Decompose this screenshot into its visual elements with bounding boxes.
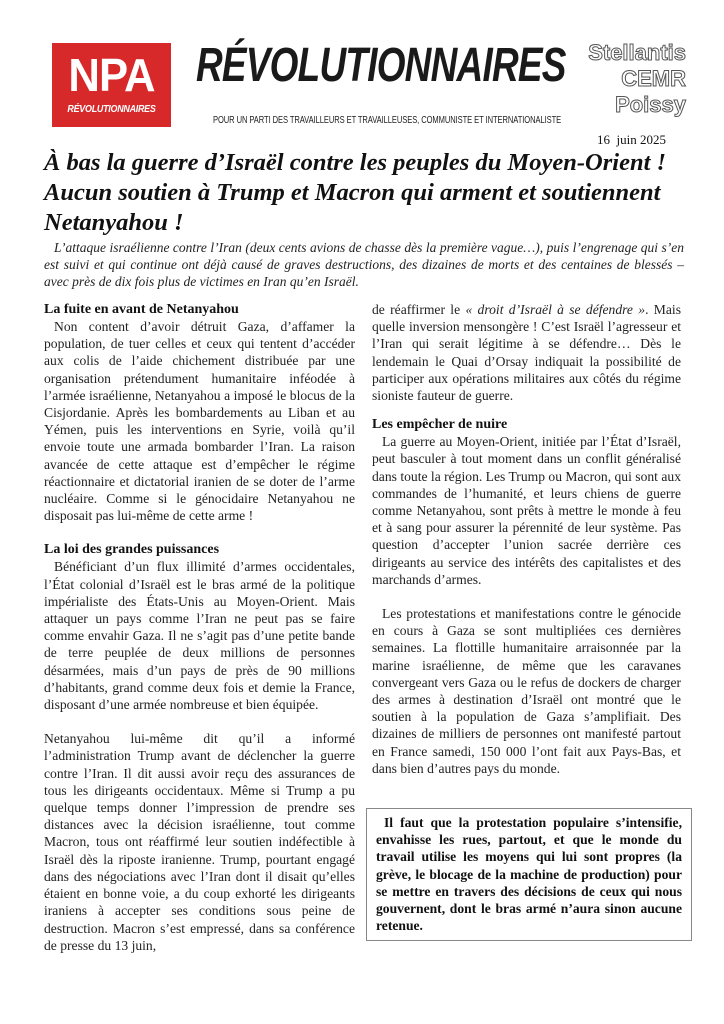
section-heading: Les empêcher de nuire (372, 417, 508, 433)
lead-paragraph: L’attaque israélienne contre l’Iran (deux cents avions de chasse dès la première vague…), puis l’engrenage qui s’en est suivi et qui continue ont déjà causé de graves destructions, des dizaines de morts et des centaines de blessés – avec près de dix fois plus de victimes en Iran qu’en Israël. (44, 240, 684, 289)
workplace-site: CEMR (621, 66, 686, 91)
body-paragraph: La guerre au Moyen-Orient, initiée par l’État d’Israël, peut basculer à tout moment dans un conflit généralisé dans toute la région. Les Trump ou Macron, qui sont aux commandes de l’humanité, et leurs chiens de guerre comme Netanyahou, sont prêts à mettre le monde à feu et à sang pour assurer la pérennité de leur système. Pas question d’accepter l’union sacrée derrière ces dirigeants au service des intérêts des capitalistes et des marchands d’armes. (372, 434, 681, 587)
logo-sub-text: RÉVOLUTIONNAIRES (67, 103, 156, 115)
npa-logo (52, 43, 171, 127)
body-paragraph: Les protestations et manifestations contre le génocide en cours à Gaza se sont multipliées ces dernières semaines. La flottille humanitaire arraisonnée par la marine israélienne, de même que les caravanes convergeant vers Gaza ou le refus de dockers de charger des armes à destination d’Israël ont montré que le soutien à la population de Gaza s’amplifiait. Des dizaines de milliers de personnes ont manifesté partout en France samedi, 150 000 l’ont fait aux Pays-Bas, et dans bien d’autres pays du monde. (372, 606, 681, 776)
right-column (372, 301, 681, 794)
headline-line-1: À bas la guerre d’Israël contre les peuples du Moyen-Orient ! (44, 149, 667, 176)
issue-date: 16 juin 2025 (597, 132, 666, 147)
masthead-tagline: POUR UN PARTI DES TRAVAILLEURS ET TRAVAILLEUSES, COMMUNISTE ET INTERNATIONALISTE (213, 114, 562, 126)
text-run: de réaffirmer le (372, 302, 466, 317)
workplace-city: Poissy (615, 92, 686, 117)
workplace-company: Stellantis (588, 40, 686, 65)
headline-line-2: Aucun soutien à Trump et Macron qui arment et soutiennent Netanyahou ! (44, 179, 661, 236)
section-heading: La loi des grandes puissances (44, 542, 220, 558)
section-heading: La fuite en avant de Netanyahou (44, 302, 239, 317)
masthead-title: RÉVOLUTIONNAIRES (196, 39, 566, 92)
workplace-label (588, 40, 686, 118)
body-paragraph (372, 301, 681, 404)
text-run: . Mais quelle inversion mensongère ! C’est Israël l’agresseur et l’Iran qui serait légitime à se défendre… Dès le lendemain le Quai d’Orsay indiquait la possibilité de participer aux opérations militaires aux côtés du régime sioniste fauteur de guerre. (372, 302, 681, 404)
quote: « droit d’Israël à se défendre » (465, 302, 646, 317)
body-paragraph: Non content d’avoir détruit Gaza, d’affamer la population, de tuer celles et ceux qui tentent d’accéder aux colis de l’aide chichement distribuée par une organisation prétendument humanitaire inféodée à l’armée israélienne, Netanyahou a imposé le blocus de la Cisjordanie. Après les bombardements au Liban et au Yémen, puis les interventions en Syrie, voilà qu’il envoie toute une armada bombarder l’Iran. La raison avancée de cette attaque est d’empêcher le régime réactionnaire et dictatorial iranien de se doter de l’arme nucléaire. Comme si le génocidaire Netanyahou ne disposait pas lui-même de cette arme ! (44, 319, 355, 524)
left-column (44, 301, 355, 971)
headline (44, 148, 684, 238)
body-paragraph: Bénéficiant d’un flux illimité d’armes occidentales, l’État colonial d’Israël est le bras armé de la politique impérialiste des États-Unis au Moyen-Orient. Mais attaquer un pays comme l’Iran ne peut pas se faire comme envahir Gaza. Il ne s’agit pas d’une petite bande de terre peuplée de deux millions de personnes désarmées, mais d’un pays de près de 90 millions d’habitants, grand comme deux fois et demie la France, disposant d’une armée nombreuse et bien équipée. (44, 559, 355, 713)
logo-npa-text: NPA (68, 49, 155, 101)
body-paragraph: Netanyahou lui-même dit qu’il a informé l’administration Trump avant de déclencher la guerre contre l’Iran. Il dit aussi avoir reçu des assurances de tous les dirigeants occidentaux. Même si Trump a pu quelque temps donner l’impression de prendre ses distances avec la décision israélienne, tout comme Macron, tous ont réaffirmé leur soutien indéfectible à Israël dès la riposte iranienne. Trump, pourtant engagé dans des négociations avec l’Iran dont il disait qu’elles étaient en bonne voie, a du coup exhorté les dirigeants iraniens à accepter ses conditions sous peine de destruction. Macron s’est empressé, dans sa conférence de presse du 13 juin, (44, 731, 355, 953)
callout-box: Il faut que la protestation populaire s’intensifie, envahisse les rues, partout, et que le monde du travail utilise les moyens qui lui sont propres (la grève, le blocage de la machine de production) pour se mettre en travers des décisions de ceux qui nous gouvernent, dont le bras armé n’aura sinon aucune retenue. (366, 808, 692, 941)
